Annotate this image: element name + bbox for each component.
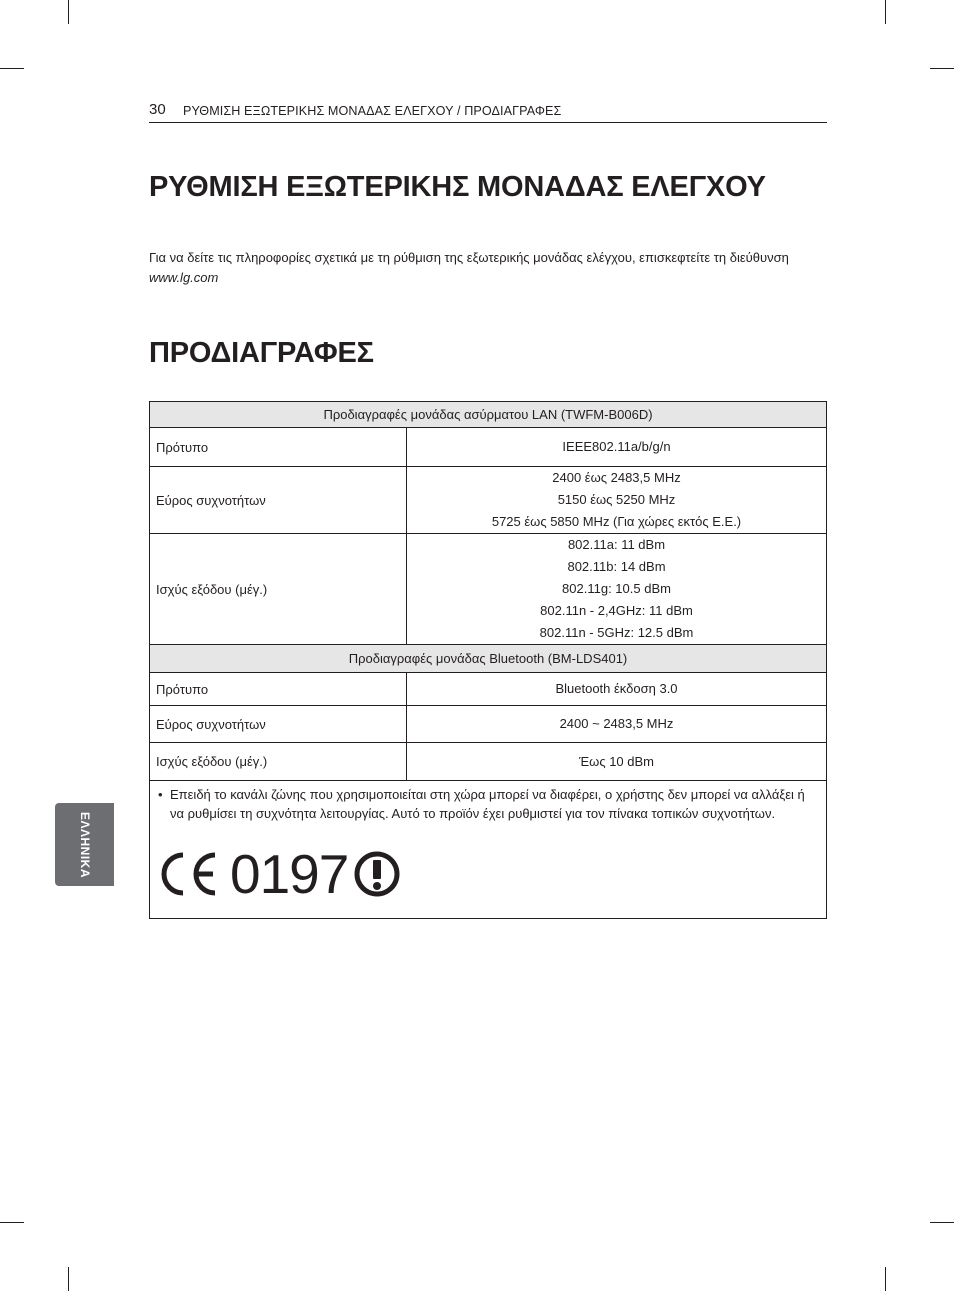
row-value bbox=[407, 673, 827, 706]
row-label: Εύρος συχνοτήτων bbox=[150, 706, 407, 743]
row-value bbox=[407, 743, 827, 781]
language-label: ΕΛΛΗΝΙΚΑ bbox=[77, 811, 92, 878]
table-row bbox=[150, 743, 827, 781]
value-line: 802.11b: 14 dBm bbox=[567, 559, 666, 574]
value-line: IEEE802.11a/b/g/n bbox=[562, 439, 671, 454]
row-label: Ισχύς εξόδου (μέγ.) bbox=[150, 534, 407, 645]
note-text: Επειδή το κανάλι ζώνης που χρησιμοποιείται στη χώρα μπορεί να διαφέρει, ο χρήστης δεν μπορεί να αλλάξει ή να ρυθμίσει τη συχνότητα λειτουργίας. Αυτό το προϊόν έχει ρυθμιστεί για τον πίνακα τοπικών συχνοτήτων. bbox=[170, 787, 805, 821]
value-line: 802.11a: 11 dBm bbox=[567, 537, 666, 552]
section-heading-specs: ΠΡΟΔΙΑΓΡΑΦΕΣ bbox=[149, 337, 374, 369]
table-row bbox=[150, 534, 827, 645]
crop-mark bbox=[930, 68, 954, 69]
row-value bbox=[407, 428, 827, 467]
page-number: 30 bbox=[149, 101, 166, 118]
row-value bbox=[407, 467, 827, 534]
crop-mark bbox=[68, 0, 69, 24]
table-row bbox=[150, 706, 827, 743]
table-row bbox=[150, 428, 827, 467]
crop-mark bbox=[0, 68, 24, 69]
ce-mark-icon bbox=[158, 849, 220, 899]
value-line: Bluetooth έκδοση 3.0 bbox=[555, 681, 678, 696]
table-row bbox=[150, 781, 827, 919]
notified-body-number: 0197 bbox=[230, 843, 349, 905]
ce-marking bbox=[158, 843, 402, 905]
running-header bbox=[149, 100, 827, 123]
row-value bbox=[407, 534, 827, 645]
crop-mark bbox=[0, 1222, 24, 1223]
regulatory-note bbox=[150, 781, 827, 919]
crop-mark bbox=[885, 0, 886, 24]
running-header-title: ΡΥΘΜΙΣΗ ΕΞΩΤΕΡΙΚΗΣ ΜΟΝΑΔΑΣ ΕΛΕΓΧΟΥ / ΠΡΟΔΙΑΓΡΑΦΕΣ bbox=[183, 104, 562, 118]
row-label: Εύρος συχνοτήτων bbox=[150, 467, 407, 534]
crop-mark bbox=[885, 1267, 886, 1291]
alert-sign-icon bbox=[352, 849, 402, 899]
value-line: Έως 10 dBm bbox=[578, 753, 655, 769]
value-line: 802.11n - 2,4GHz: 11 dBm bbox=[540, 603, 693, 618]
row-label: Πρότυπο bbox=[150, 428, 407, 467]
spec-table bbox=[149, 401, 827, 919]
intro-paragraph bbox=[149, 248, 827, 288]
row-value bbox=[407, 706, 827, 743]
crop-mark bbox=[68, 1267, 69, 1291]
table-row bbox=[150, 467, 827, 534]
language-side-tab bbox=[55, 803, 114, 886]
intro-text: Για να δείτε τις πληροφορίες σχετικά με τη ρύθμιση της εξωτερικής μονάδας ελέγχου, επισκεφτείτε τη διεύθυνση bbox=[149, 250, 789, 265]
value-line: 802.11n - 5GHz: 12.5 dBm bbox=[539, 625, 694, 640]
row-label: Ισχύς εξόδου (μέγ.) bbox=[150, 743, 407, 781]
website-link[interactable]: www.lg.com bbox=[149, 270, 219, 285]
table-row bbox=[150, 402, 827, 428]
value-line: 2400 ~ 2483,5 MHz bbox=[559, 716, 674, 731]
bullet: • bbox=[158, 787, 163, 802]
table-row bbox=[150, 673, 827, 706]
value-line: 2400 έως 2483,5 MHz bbox=[552, 470, 681, 485]
value-line: 5150 έως 5250 MHz bbox=[557, 492, 676, 507]
value-line: 5725 έως 5850 MHz (Για χώρες εκτός Ε.Ε.) bbox=[491, 514, 742, 529]
value-line: 802.11g: 10.5 dBm bbox=[562, 581, 671, 596]
note-bullet-item bbox=[150, 781, 826, 823]
table-row bbox=[150, 645, 827, 673]
wlan-section-title: Προδιαγραφές μονάδας ασύρματου LAN (TWFM-B006D) bbox=[150, 402, 827, 428]
crop-mark bbox=[930, 1222, 954, 1223]
section-heading-remote: ΡΥΘΜΙΣΗ ΕΞΩΤΕΡΙΚΗΣ ΜΟΝΑΔΑΣ ΕΛΕΓΧΟΥ bbox=[149, 171, 766, 203]
row-label: Πρότυπο bbox=[150, 673, 407, 706]
bluetooth-section-title: Προδιαγραφές μονάδας Bluetooth (BM-LDS401) bbox=[150, 645, 827, 673]
